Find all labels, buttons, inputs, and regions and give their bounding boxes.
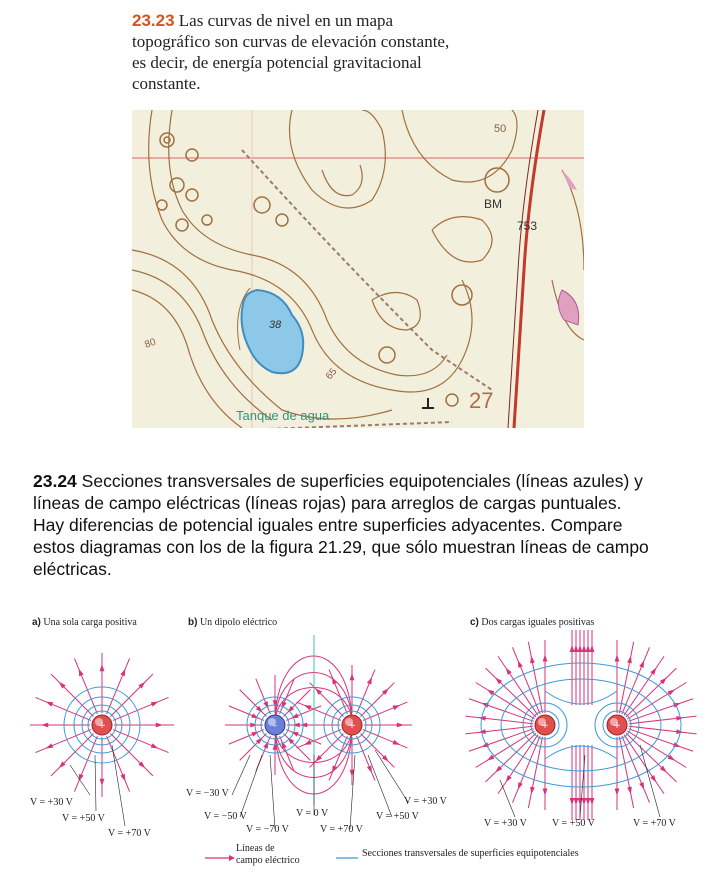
- panel-b-leader: [232, 755, 250, 795]
- panel-a-field-line: [113, 697, 168, 720]
- panel-b-leader: [375, 750, 408, 802]
- panel-a-field-line-arrow: [151, 702, 159, 707]
- figure-number: 23.24: [33, 471, 77, 491]
- panel-a-field-line: [74, 658, 97, 713]
- panel-b-field-line-pos: [297, 702, 341, 720]
- panel-a-field-line-arrow: [156, 723, 163, 728]
- panel-a-v50: V = +50 V: [62, 813, 105, 824]
- section-27-label: 27: [469, 388, 494, 413]
- panel-c-v30: V = +30 V: [484, 818, 527, 829]
- panel-a-field-line-arrow: [120, 774, 125, 782]
- panel-b-field-line-pos-arrow: [367, 765, 372, 773]
- figure-number: 23.23: [132, 11, 175, 30]
- panel-b-field-line-pos-arrow: [392, 740, 400, 745]
- panel-b-v0: V = 0 V: [296, 808, 329, 819]
- panel-b-field-line-pos: [363, 702, 407, 720]
- panel-b-field-line-pos-arrow: [397, 723, 404, 728]
- panel-a-field-line-arrow: [120, 669, 125, 677]
- panel-c-v50: V = +50 V: [552, 818, 595, 829]
- panel-c-field-line-right-arrow: [650, 775, 656, 782]
- panel-b-field-line-pos-arrow: [392, 705, 400, 710]
- panel-c-field-line-right-arrow: [615, 789, 620, 796]
- panel-c-equipotential-waist: [545, 691, 617, 759]
- panel-a-leader: [70, 765, 90, 795]
- panel-a-charge-sign: +: [98, 721, 106, 731]
- caption-text: Secciones transversales de superficies equipotenciales (líneas azules) y líneas de campo eléctricas (líneas rojas) para arreglos de cargas puntuales. Hay diferencias de potencial iguales entre superficies adyacentes. Compare estos diagramas con los de la figura 21.29, que sólo muestran líneas de campo eléctricas.: [33, 471, 649, 579]
- elevation-753-label: 753: [517, 219, 538, 233]
- topographic-map-drawing: [132, 110, 584, 428]
- panel-c-field-line-top-arrow: [586, 645, 591, 652]
- panel-c-field-line-bottom-arrow: [570, 798, 575, 805]
- panel-c-field-line-bottom-arrow: [574, 798, 579, 805]
- equipotential-legend-swatch: [336, 853, 360, 863]
- caption-text: Las curvas de nivel en un mapa topográfico son curvas de elevación constante, es decir, de energía potencial gravitacional constante.: [132, 11, 450, 93]
- panel-c-field-line-right-arrow: [639, 660, 644, 668]
- panel-b-field-line-pos: [357, 736, 375, 780]
- panel-a-field-line-arrow: [151, 743, 159, 748]
- panel-b-title: b) Un dipolo eléctrico: [188, 617, 278, 628]
- panel-b-field-line-neg-arrow: [250, 723, 257, 728]
- panel-b-field-line-pos: [360, 733, 394, 767]
- panel-a-field-line-arrow: [79, 669, 84, 677]
- panel-b-vm30: V = −30 V: [186, 788, 229, 799]
- elevation-50-label: 50: [494, 123, 507, 135]
- panel-c-field-line-right-arrow: [639, 782, 644, 790]
- panel-c-field-line-left-arrow: [518, 660, 523, 668]
- panel-a-field-line: [51, 733, 93, 775]
- panel-c-equipotential: [481, 663, 681, 787]
- topographic-map: [132, 110, 584, 428]
- panel-c-field-line-top-arrow: [574, 645, 579, 652]
- panel-a-field-line: [35, 697, 90, 720]
- lake-elevation-label: 38: [269, 319, 282, 331]
- panel-c-field-line-left-arrow: [543, 654, 548, 661]
- figure-23-23-caption: [132, 10, 462, 94]
- panel-a-v30: V = +30 V: [30, 797, 73, 808]
- panel-a-field-line: [35, 730, 90, 753]
- field-lines-legend-label: Líneas de campo eléctrico: [236, 843, 300, 866]
- panel-c-right-charge-sign: +: [613, 721, 621, 731]
- panel-c-field-line-top-arrow: [582, 645, 587, 652]
- panel-b-field-line-pos-arrow: [300, 723, 307, 728]
- panel-c-left-charge-sign: +: [541, 721, 549, 731]
- elevation-65-label: 65: [323, 366, 340, 382]
- panel-b-vm50: V = −50 V: [204, 811, 247, 822]
- panel-b-vp30: V = +30 V: [404, 796, 447, 807]
- panel-b-positive-charge-sign: +: [348, 721, 356, 731]
- panel-b-vp70: V = +70 V: [320, 824, 363, 835]
- panel-b-leader: [240, 755, 262, 817]
- panel-a-field-line-arrow: [46, 702, 54, 707]
- field-line-legend-swatch: [205, 853, 235, 863]
- panel-c-field-line-left-arrow: [543, 789, 548, 796]
- panel-c-title: c) Dos cargas iguales positivas: [470, 617, 595, 628]
- equipotential-legend-label: Secciones transversales de superficies equipotenciales: [362, 848, 579, 859]
- panel-b-field-line-pos: [363, 730, 407, 748]
- panel-b-negative-charge-sign: –: [272, 721, 278, 731]
- panel-c-leader: [500, 780, 515, 817]
- panel-c-field-line-top-arrow: [570, 645, 575, 652]
- panel-a-field-line: [51, 674, 93, 716]
- panel-a-field-line-arrow: [100, 779, 105, 786]
- panel-c-field-line-top-arrow: [590, 645, 595, 652]
- water-tank-label: Tanque de agua: [236, 408, 330, 423]
- panel-c-field-line-left-arrow: [506, 668, 512, 675]
- elevation-80-label: 80: [143, 336, 158, 351]
- panel-a-title: a) Una sola carga positiva: [32, 617, 137, 628]
- panel-a-field-line: [107, 658, 130, 713]
- panel-b-vp50: V = +50 V: [376, 811, 419, 822]
- benchmark-label: BM: [484, 197, 502, 211]
- panel-a-field-line: [74, 736, 97, 791]
- panel-c-field-line-left-arrow: [506, 775, 512, 782]
- panel-a-leader: [95, 755, 96, 811]
- panel-a-field-line-arrow: [46, 743, 54, 748]
- panel-a-field-line: [110, 674, 152, 716]
- panel-b-field-line-pos-arrow: [367, 677, 372, 685]
- panel-b-leader: [368, 755, 392, 817]
- panel-b-field-line-pos: [360, 683, 394, 717]
- panel-b-field-line-pos: [297, 730, 341, 748]
- panel-b-leader: [270, 755, 275, 829]
- equipotential-diagram-drawing: [0, 605, 713, 889]
- panel-b-field-line-pos-arrow: [304, 740, 312, 745]
- panel-c-field-line-right-arrow: [650, 668, 656, 675]
- panel-c-field-line-bottom-arrow: [590, 798, 595, 805]
- panel-b-field-line-pos: [357, 670, 375, 714]
- panel-a-field-line-arrow: [41, 723, 48, 728]
- panel-c-field-line-bottom-arrow: [586, 798, 591, 805]
- panel-b-field-line-pos-arrow: [304, 705, 312, 710]
- figure-23-24-caption: [33, 470, 653, 580]
- equipotential-diagrams: [0, 605, 713, 889]
- panel-a-field-line-arrow: [79, 774, 84, 782]
- panel-b-field-line-pos-arrow: [350, 673, 355, 680]
- panel-a-v70: V = +70 V: [108, 828, 151, 839]
- panel-c-field-line-top-arrow: [578, 645, 583, 652]
- panel-a-field-line-arrow: [100, 664, 105, 671]
- panel-a-field-line: [113, 730, 168, 753]
- panel-c-v70: V = +70 V: [633, 818, 676, 829]
- panel-c-field-line-left-arrow: [518, 782, 523, 790]
- panel-b-vm70: V = −70 V: [246, 824, 289, 835]
- panel-c-field-line-right-arrow: [615, 654, 620, 661]
- panel-c-equipotential: [501, 679, 661, 771]
- panel-a-field-line: [110, 733, 152, 775]
- panel-c-field-line-bottom-arrow: [582, 798, 587, 805]
